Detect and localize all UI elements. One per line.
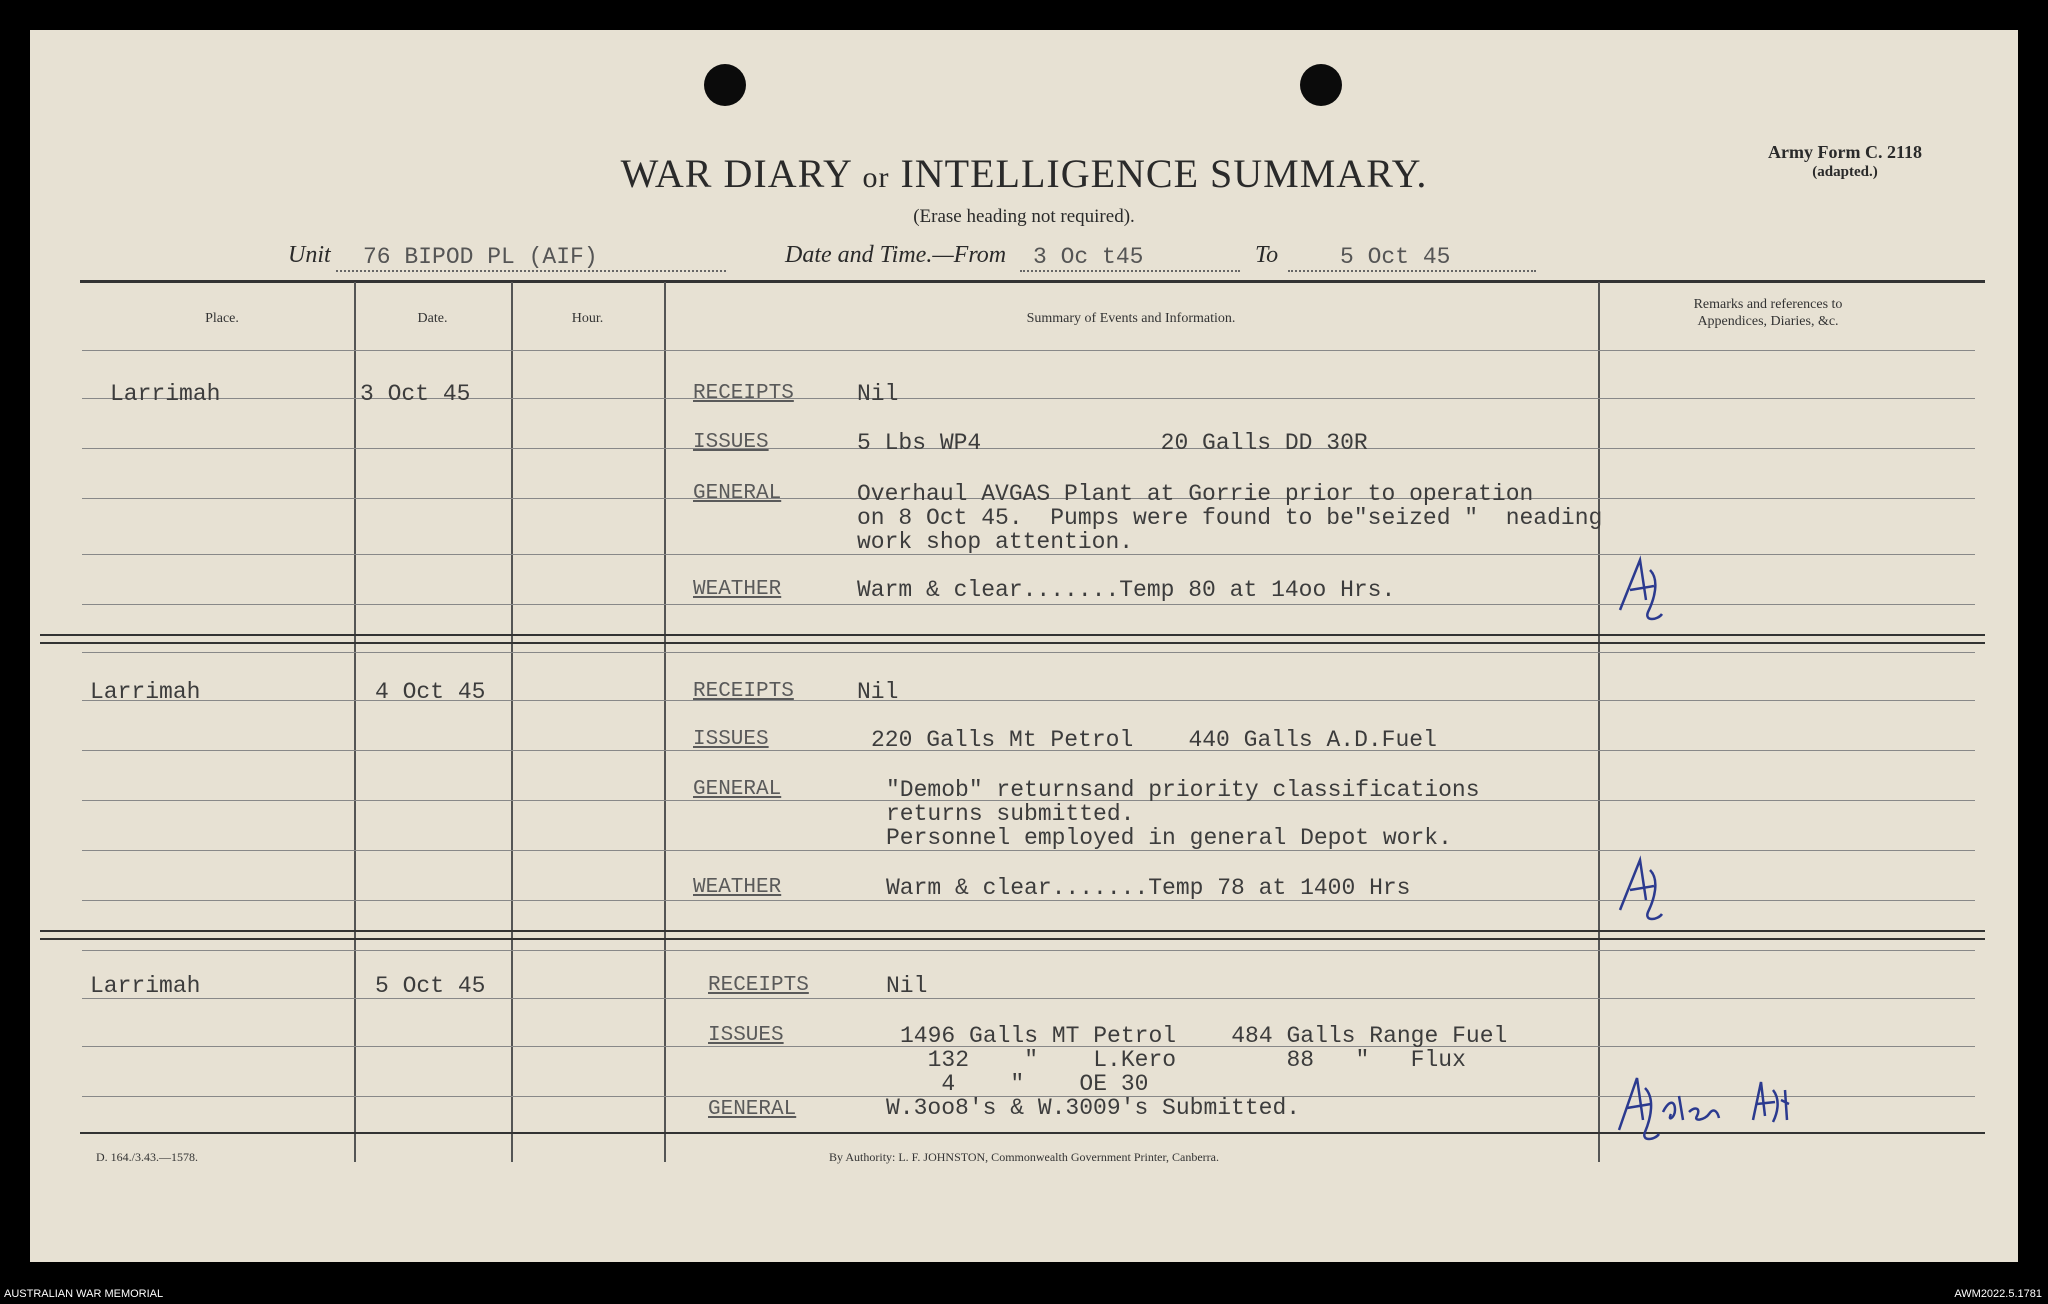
entry-2-issues-label: ISSUES [693, 728, 769, 751]
ruled-line [82, 652, 1975, 653]
remarks-header-line-1: Remarks and references to [1693, 297, 1843, 312]
army-form-label: Army Form C. 2118 [1768, 142, 1922, 162]
entry-separator-2 [40, 930, 1985, 940]
entry-1-issues-label: ISSUES [693, 431, 769, 454]
entry-1-general-line-2: on 8 Oct 45. Pumps were found to be"seized " neading [857, 505, 1603, 531]
entry-2-general-line-1: "Demob" returnsand priority classifications [886, 777, 1480, 803]
entry-3-issues-label: ISSUES [708, 1024, 784, 1047]
entry-1-date: 3 Oct 45 [360, 381, 471, 407]
entry-2-general-label: GENERAL [693, 778, 782, 801]
war-diary-sheet [30, 30, 2018, 1262]
ruled-line [82, 604, 1975, 605]
archive-credit: AUSTRALIAN WAR MEMORIAL [4, 1288, 164, 1300]
officer-signature [1605, 1060, 1825, 1150]
entry-3-general: W.3oo8's & W.3009's Submitted. [886, 1095, 1301, 1121]
title-or: or [862, 161, 890, 194]
date-from-value: 3 Oc t45 [1033, 244, 1144, 270]
entry-2-general-line-3: Personnel employed in general Depot work. [886, 825, 1452, 851]
entry-3-general-label: GENERAL [708, 1098, 797, 1121]
entry-2-general-line-2: returns submitted. [886, 801, 1135, 827]
entry-1-receipts: Nil [857, 381, 899, 407]
initials-signature [1610, 550, 1670, 630]
initials-signature [1610, 850, 1670, 930]
entry-3-receipts: Nil [886, 973, 928, 999]
entry-1-weather-label: WEATHER [693, 578, 782, 601]
punch-hole-left [704, 64, 746, 106]
entry-1-place: Larrimah [110, 381, 221, 407]
date-from-dotted-line [1020, 270, 1240, 272]
punch-hole-right [1300, 64, 1342, 106]
entry-1-issues: 5 Lbs WP4 20 Galls DD 30R [857, 430, 1368, 456]
print-code: D. 164./3.43.—1578. [96, 1150, 198, 1164]
entry-3-place: Larrimah [90, 973, 201, 999]
ruled-line [82, 700, 1975, 701]
table-top-rule [80, 280, 1985, 283]
column-header-summary: Summary of Events and Information. [1026, 311, 1236, 326]
column-divider-place [354, 282, 356, 1162]
entry-3-issues-line-1: 1496 Galls MT Petrol 484 Galls Range Fuel [900, 1023, 1508, 1049]
entry-1-general-line-1: Overhaul AVGAS Plant at Gorrie prior to operation [857, 481, 1534, 507]
entry-1-general-label: GENERAL [693, 482, 782, 505]
remarks-header-line-2: Appendices, Diaries, &c. [1697, 314, 1839, 329]
date-to-value: 5 Oct 45 [1340, 244, 1451, 270]
entry-3-date: 5 Oct 45 [375, 973, 486, 999]
ruled-line [82, 350, 1975, 351]
ruled-line [82, 998, 1975, 999]
entry-2-date: 4 Oct 45 [375, 679, 486, 705]
entry-2-weather: Warm & clear.......Temp 78 at 1400 Hrs [886, 875, 1411, 901]
title-end: INTELLIGENCE SUMMARY. [900, 151, 1428, 196]
date-to-dotted-line [1288, 270, 1536, 272]
printer-authority: By Authority: L. F. JOHNSTON, Commonwealth Government Printer, Canberra. [829, 1150, 1219, 1164]
entry-2-place: Larrimah [90, 679, 201, 705]
army-form-number [1768, 142, 1922, 182]
entry-2-issues: 220 Galls Mt Petrol 440 Galls A.D.Fuel [871, 727, 1437, 753]
unit-dotted-line [336, 270, 726, 272]
column-divider-hour [664, 282, 666, 1162]
unit-value: 76 BIPOD PL (AIF) [363, 244, 598, 270]
entry-separator-1 [40, 634, 1985, 644]
form-subtitle: (Erase heading not required). [913, 206, 1135, 227]
column-header-date: Date. [417, 311, 448, 326]
entry-3-issues-line-3: 4 " OE 30 [900, 1071, 1149, 1097]
entry-1-general-line-3: work shop attention. [857, 529, 1134, 555]
entry-3-receipts-label: RECEIPTS [708, 974, 809, 997]
entry-3-issues-line-2: 132 " L.Kero 88 " Flux [900, 1047, 1466, 1073]
entry-2-receipts-label: RECEIPTS [693, 680, 794, 703]
form-title [30, 150, 2018, 197]
ruled-line [82, 950, 1975, 951]
archive-reference: AWM2022.5.1781 [1954, 1288, 2042, 1300]
to-label: To [1255, 242, 1279, 268]
date-time-label: Date and Time.—From [785, 242, 1007, 268]
column-divider-summary [1598, 282, 1600, 1162]
entry-1-receipts-label: RECEIPTS [693, 382, 794, 405]
column-header-hour: Hour. [571, 311, 604, 326]
entry-2-receipts: Nil [857, 679, 899, 705]
entry-1-weather: Warm & clear.......Temp 80 at 14oo Hrs. [857, 577, 1396, 603]
army-form-adapted: (adapted.) [1812, 164, 1878, 180]
column-divider-date [511, 282, 513, 1162]
column-header-remarks [1598, 296, 1938, 330]
unit-label: Unit [288, 242, 331, 268]
title-main: WAR DIARY [620, 151, 852, 196]
column-header-place: Place. [205, 311, 239, 326]
entry-2-weather-label: WEATHER [693, 876, 782, 899]
